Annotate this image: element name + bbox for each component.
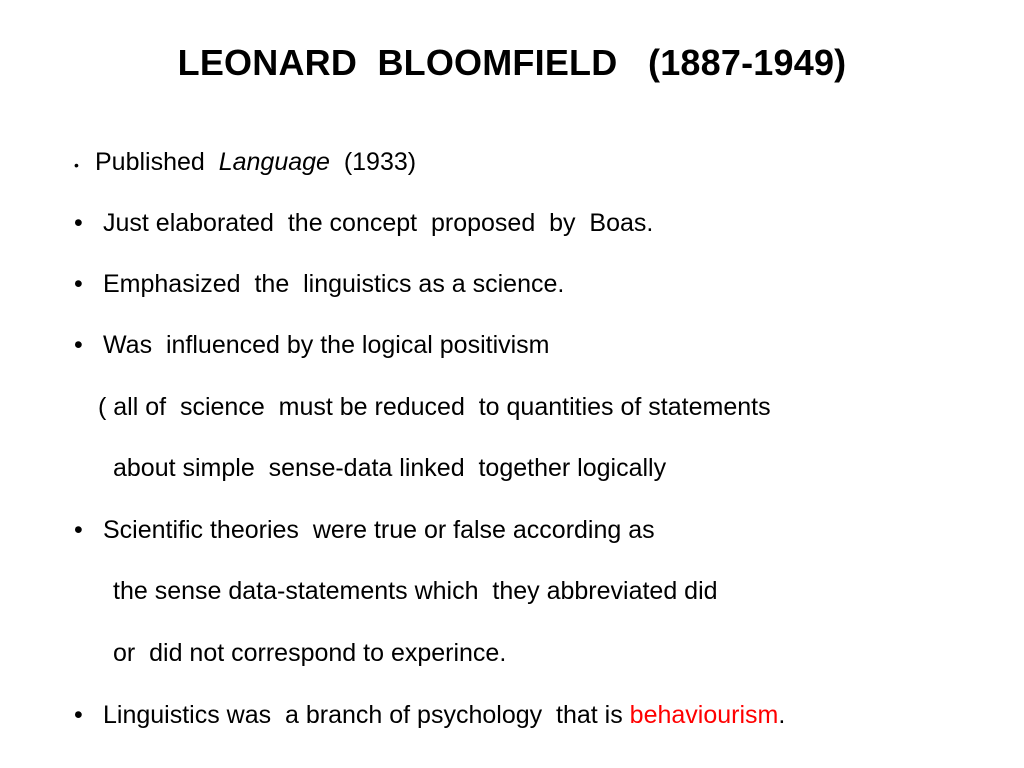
bullet-icon: •	[74, 270, 83, 298]
bullet-text-elaborated: Just elaborated the concept proposed by Boas.	[103, 209, 654, 237]
behaviourism-suffix: .	[778, 701, 786, 729]
behaviourism-prefix: Linguistics was a branch of psychology that is	[103, 701, 630, 729]
published-year: (1933)	[329, 148, 417, 176]
bullet-text-published	[95, 147, 416, 177]
book-title: Language	[218, 148, 330, 176]
bullet-icon: •	[74, 701, 83, 729]
continuation-text-statements: the sense data-statements which they abbreviated did	[113, 577, 718, 605]
bullet-icon: •	[74, 331, 83, 359]
published-prefix: Published	[95, 148, 219, 176]
bullet-icon: •	[74, 209, 83, 237]
continuation-text-sense-data: about simple sense-data linked together logically	[113, 454, 667, 482]
bullet-icon: •	[74, 157, 79, 173]
bullet-text-emphasized: Emphasized the linguistics as a science.	[103, 270, 565, 298]
bullet-icon: •	[74, 516, 83, 544]
slide-title: LEONARD BLOOMFIELD (1887-1949)	[177, 42, 847, 83]
bullet-text-behaviourism	[103, 700, 785, 730]
bullet-text-theories: Scientific theories were true or false according as	[103, 516, 655, 544]
continuation-text-science: ( all of science must be reduced to quantities of statements	[98, 393, 771, 421]
bullet-text-positivism: Was influenced by the logical positivism	[103, 331, 550, 359]
behaviourism-highlight: behaviourism	[629, 701, 779, 729]
continuation-text-correspond: or did not correspond to experince.	[113, 639, 507, 667]
